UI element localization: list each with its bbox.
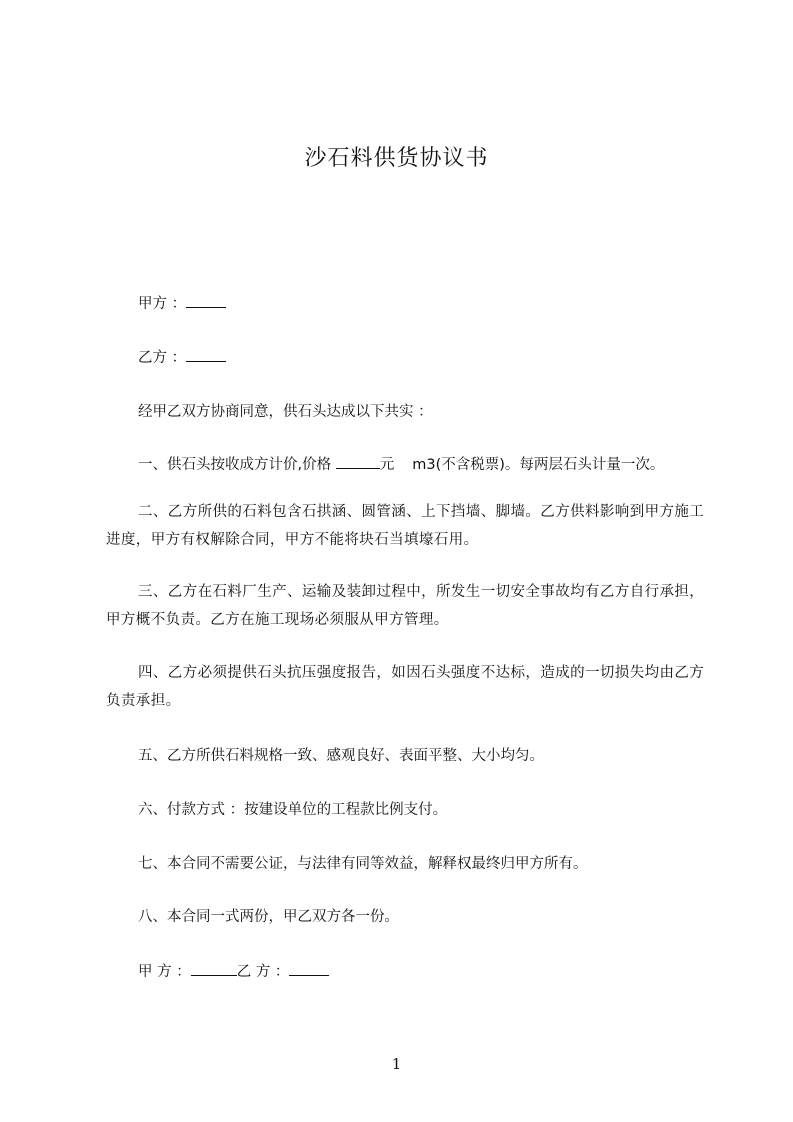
clause-4: 四、乙方必须提供石头抗压强度报告，如因石头强度不达标，造成的一切损失均由乙方负责承担。 — [106, 665, 705, 709]
clause-6: 六、付款方式 ：按建设单位的工程款比例支付。 — [138, 802, 448, 818]
party-b-blank — [186, 346, 226, 362]
party-a-line — [138, 292, 226, 313]
clause-1 — [138, 453, 664, 474]
clause-5: 五、乙方所供石料规格一致、感观良好、表面平整、大小均匀。 — [138, 748, 544, 764]
sign-b-blank — [289, 960, 329, 976]
clause-7: 七、本合同不需要公证，与法律有同等效益，解释权最终归甲方所有。 — [138, 856, 588, 872]
clause-1-unit: 元 — [379, 457, 395, 473]
clause-2: 二、乙方所供的石料包含石拱涵、圆管涵、上下挡墙、脚墙。乙方供料影响到甲方施工进度，甲方有权解除合同，甲方不能将块石当填壕石用。 — [106, 504, 705, 548]
price-blank — [336, 453, 380, 469]
clause-1-pre: 一、供石头按收成方计价,价格 — [138, 457, 336, 473]
party-b-line — [138, 346, 226, 367]
sign-a-blank — [191, 960, 237, 976]
party-a-blank — [186, 292, 226, 308]
signature-line — [138, 960, 329, 981]
clause-8: 八、本合同一式两份，甲乙双方各一份。 — [138, 909, 399, 925]
sign-b-label: 乙 方 ： — [236, 964, 290, 980]
clause-3: 三、乙方在石料厂生产、运输及装卸过程中，所发生一切安全事故均有乙方自行承担，甲方概不负责。乙方在施工现场必须服从甲方管理。 — [106, 584, 705, 628]
clause-1-post: m3(不含税票)。每两层石头计量一次。 — [412, 457, 665, 473]
party-a-label: 甲方 ： — [138, 296, 187, 312]
sign-a-label: 甲 方 ： — [138, 964, 191, 980]
page-number: 1 — [391, 1055, 402, 1073]
document-title: 沙石料供货协议书 — [304, 146, 489, 171]
party-b-label: 乙方 ： — [138, 350, 187, 366]
intro-text: 经甲乙双方协商同意，供石头达成以下共实 ： — [138, 404, 433, 420]
